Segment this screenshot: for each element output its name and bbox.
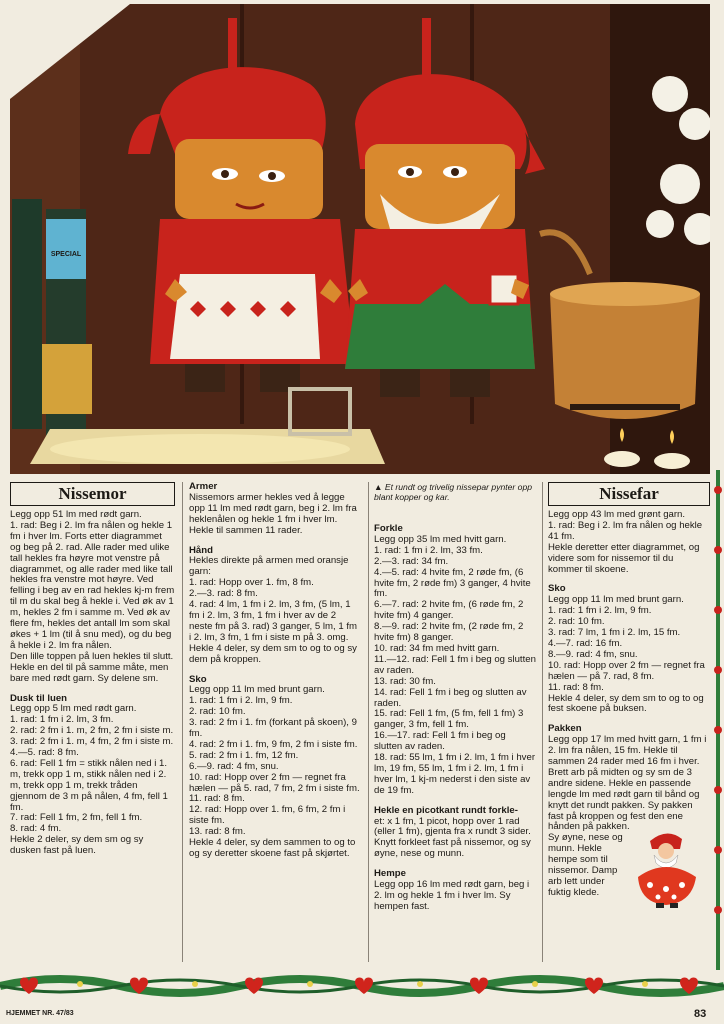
instruction: Den lille toppen på luen hekles til slutt. xyxy=(10,650,174,662)
instruction: Legg opp 11 lm med brunt garn. xyxy=(189,684,325,696)
santa-couple-photo xyxy=(10,4,710,474)
instruction: et: x 1 fm, 1 picot, hopp over 1 rad (eller 1 fm), gjenta fra x rundt 3 sider. xyxy=(374,815,531,838)
instruction: Sy øyne, nese og munn. Hekle hempe som til nissemor. Damp arb lett under fuktig klede. xyxy=(548,832,623,898)
instruction: 1. rad: 1 fm i 2. lm, 9 fm. xyxy=(548,605,652,617)
instruction: 6.—9. rad: 4 fm, snu. xyxy=(189,760,279,772)
instruction: 2.—3. rad: 8 fm. xyxy=(189,588,258,600)
bottles xyxy=(12,199,92,449)
instruction: 4.—5. rad: 4 hvite fm, 2 røde fm, (6 hvite fm, 2 røde fm) 3 ganger, 4 hvite fm. xyxy=(374,566,531,600)
subheading-sko: Sko xyxy=(189,673,207,685)
instruction: 10. rad: Hopp over 2 fm — regnet fra hælen — på 5. rad, 7 fm, 2 fm i siste fm. xyxy=(189,771,360,794)
instruction: Legg opp 16 lm med rødt garn, beg i 2. lm og hekle 1 fm i hver lm. Sy hempen fast. xyxy=(374,879,530,912)
instruction: 4. rad: 4 lm, 1 fm i 2. lm, 3 fm, (5 lm, 1 fm i 2. lm, 3 fm, 1 fm i hver av de 2 neste fm på 3. rad) 3 ganger, 5 lm, 1 fm i 2. lm, 3 fm, 1 fm i siste m på 3. omg. Hekle 4 deler, sy dem sm to og to og sy dem på kroppen. xyxy=(189,599,357,665)
column-forkle xyxy=(374,482,536,913)
instruction: 3. rad: 2 fm i 1. m, 4 fm, 2 fm i siste m. xyxy=(10,736,174,748)
instruction: 11.—12. rad: Fell 1 fm i beg og slutten av raden. xyxy=(374,653,536,676)
instruction: 8.—9. rad: 2 hvite fm, (2 røde fm, 2 hvite fm) 8 ganger. xyxy=(374,621,524,644)
instruction: 5. rad: 2 fm i 1. fm, 12 fm. xyxy=(189,749,299,761)
instruction: 12. rad: Hopp over 1. fm, 6 fm, 2 fm i siste fm. xyxy=(189,804,346,827)
instruction: 2.—3. rad: 34 fm. xyxy=(374,555,449,567)
instruction: 1. rad: 1 fm i 2. lm, 3 fm. xyxy=(10,714,114,726)
instruction: 11. rad: 8 fm. xyxy=(189,793,245,805)
instruction: Legg opp 51 lm med rødt garn. xyxy=(10,509,142,520)
instruction: Hekle en del til på samme måte, men bare med rødt garn. Sy delene sm. xyxy=(10,661,169,684)
instruction: Brett arb på midten og sy sm de 3 andre sidene. Hekle en passende lengde lm med rødt garn til bånd og knytt det rundt pakken. Sy pakken fast på kroppen og fest den ene hånden på pakken. xyxy=(548,766,700,833)
instruction: Legg opp 5 lm med rødt garn. xyxy=(10,703,137,715)
instruction: Hekles direkte på armen med oransje garn: xyxy=(189,555,349,578)
instruction: 6.—7. rad: 2 hvite fm, (6 røde fm, 2 hvite fm) 4 ganger. xyxy=(374,599,524,622)
instruction: 3. rad: 7 lm, 1 fm i 2. lm, 15 fm. xyxy=(548,627,681,639)
column-nissemor xyxy=(10,482,175,857)
instruction: 13. rad: 30 fm. xyxy=(374,675,436,687)
instruction: Legg opp 35 lm med hvitt garn. xyxy=(374,533,507,545)
nissemor-figure xyxy=(128,67,355,392)
instruction: 10. rad: Hopp over 2 fm — regnet fra hælen — på 7. rad, 8 fm. xyxy=(548,659,705,682)
instruction: Hekle 4 deler, sy dem sammen to og to og sy deretter skoene fast på skjørtet. xyxy=(189,837,356,859)
instruction: 1. rad: 1 fm i 2. lm, 33 fm. xyxy=(374,544,483,556)
page-number: 83 xyxy=(694,1008,707,1020)
column-divider xyxy=(542,482,543,962)
column-armer xyxy=(189,482,361,860)
subheading-picotkant: Hekle en picotkant rundt forkle- xyxy=(374,804,518,816)
instruction: 11. rad: 8 fm. xyxy=(548,681,604,693)
instruction: 2. rad: 10 fm. xyxy=(548,616,605,628)
instruction: Legg opp 17 lm med hvitt garn, 1 fm i 2. lm fra nålen, 15 fm. Hekle til sammen 24 rader med 16 fm i hver. xyxy=(548,734,707,768)
holly-side-border xyxy=(712,470,724,970)
photo-caption: ▲ Et rundt og trivelig nissepar pynter opp blant kopper og kar. xyxy=(374,482,533,502)
instruction: 13. rad: 8 fm. xyxy=(189,826,246,838)
instruction: 1. rad: 1 fm i 2. lm, 9 fm. xyxy=(189,695,293,707)
instruction: 8.—9. rad: 4 fm, snu. xyxy=(548,648,638,660)
subheading-sko: Sko xyxy=(548,583,566,595)
instruction: 14. rad: Fell 1 fm i beg og slutten av raden. xyxy=(374,686,527,709)
instruction: 15. rad: Fell 1 fm, (5 fm, fell 1 fm) 3 ganger, 3 fm, fell 1 fm. xyxy=(374,708,524,731)
instruction: 1. rad: Beg i 2. lm fra nålen og hekle 1 fm i hver lm. Forts etter diagrammet og beg på 2. rad. Alle rader med ulike tall hekles fra høyre mot venstre på diagrammet, og alle rader med like tall hekles fra venstre mot høyre. Ved felling i beg av en rad hekles kj-m frem til m du skal beg å hekle i. Ved øk av 1 m, hekles 2 fm i samme m. Ved øk av flere fm, hekles det antall lm som skal økes + 1 lm (til å snu med), og du beg å hekle i 2. lm fra nålen. xyxy=(10,519,175,651)
instruction: Legg opp 11 lm med brunt garn. xyxy=(548,594,684,606)
instruction: 2. rad: 10 fm. xyxy=(189,706,246,718)
article-columns xyxy=(10,482,710,964)
instruction: 10. rad: 34 fm med hvitt garn. xyxy=(374,642,500,654)
santa-illustration xyxy=(632,827,702,909)
instruction: 4.—7. rad: 16 fm. xyxy=(548,637,623,649)
subheading-hempe: Hempe xyxy=(374,868,406,880)
bottle-label: SPECIAL xyxy=(50,251,82,258)
instruction: Hekle 4 deler, sy dem sm to og to og fest skoene på buksen. xyxy=(548,692,704,715)
section-title-nissefar: Nissefar xyxy=(548,482,710,506)
instruction: Legg opp 43 lm med grønt garn. xyxy=(548,509,686,520)
instruction: Nissemors armer hekles ved å legge opp 11 lm med rødt garn, beg i 2. lm fra heklenålen og hekle 1 fm i hver lm. Hekle til sammen 11 rader. xyxy=(189,491,357,536)
instruction: 4. rad: 2 fm i 1. fm, 9 fm, 2 fm i siste fm. xyxy=(189,738,358,750)
instruction: 2. rad: 2 fm i 1. m, 2 fm, 2 fm i siste m. xyxy=(10,725,174,737)
nissefar-figure xyxy=(345,74,545,397)
section-title-nissemor: Nissemor xyxy=(10,482,175,506)
instruction: 3. rad: 2 fm i 1. fm (forkant på skoen), 9 fm. xyxy=(189,717,357,740)
footer-issue: HJEMMET NR. 47/83 xyxy=(6,1010,74,1017)
instruction: 16.—17. rad: Fell 1 fm i beg og slutten av raden. xyxy=(374,730,506,753)
instruction: Hekle deretter etter diagrammet, og videre som for nissemor til du kommer til skoene. xyxy=(548,541,700,575)
instruction: 1. rad: Beg i 2. lm fra nålen og hekle 41 fm. xyxy=(548,519,703,542)
instruction: 18. rad: 55 lm, 1 fm i 2. lm, 1 fm i hver lm, 19 fm, 55 lm, 1 fm i 2. lm, 1 fm i hver lm, 1 kj-m nederst i den siste av de 19 fm. xyxy=(374,752,536,796)
instruction: Hekle 2 deler, sy dem sm og sy dusken fast på luen. xyxy=(10,834,144,857)
instruction: 4.—5. rad: 8 fm. xyxy=(10,747,79,759)
instruction: 1. rad: Hopp over 1. fm, 8 fm. xyxy=(189,577,314,589)
instruction: 8. rad: 4 fm. xyxy=(10,823,62,835)
column-divider xyxy=(182,482,183,962)
subheading-pakken: Pakken xyxy=(548,723,582,735)
subheading-haand: Hånd xyxy=(189,544,213,556)
instruction: 7. rad: Fell 1 fm, 2 fm, fell 1 fm. xyxy=(10,812,143,824)
holly-garland-border xyxy=(0,968,724,1024)
instruction: Knytt forkleet fast på nissemor, og sy øyne, nese og munn. xyxy=(374,837,531,860)
instruction: 6. rad: Fell 1 fm = stikk nålen ned i 1. m, trekk opp 1 m, stikk nålen ned i 2. m, trekk opp 1 m, trekk tråden gjennom de 3 m på nålen, 4 fm, fell 1 fm. xyxy=(10,757,168,813)
subheading-forkle: Forkle xyxy=(374,523,403,534)
subheading-armer: Armer xyxy=(189,481,218,492)
column-nissefar xyxy=(548,482,710,899)
subheading-dusk: Dusk til luen xyxy=(10,692,68,704)
cover-photo xyxy=(10,4,710,474)
column-divider xyxy=(368,482,369,962)
